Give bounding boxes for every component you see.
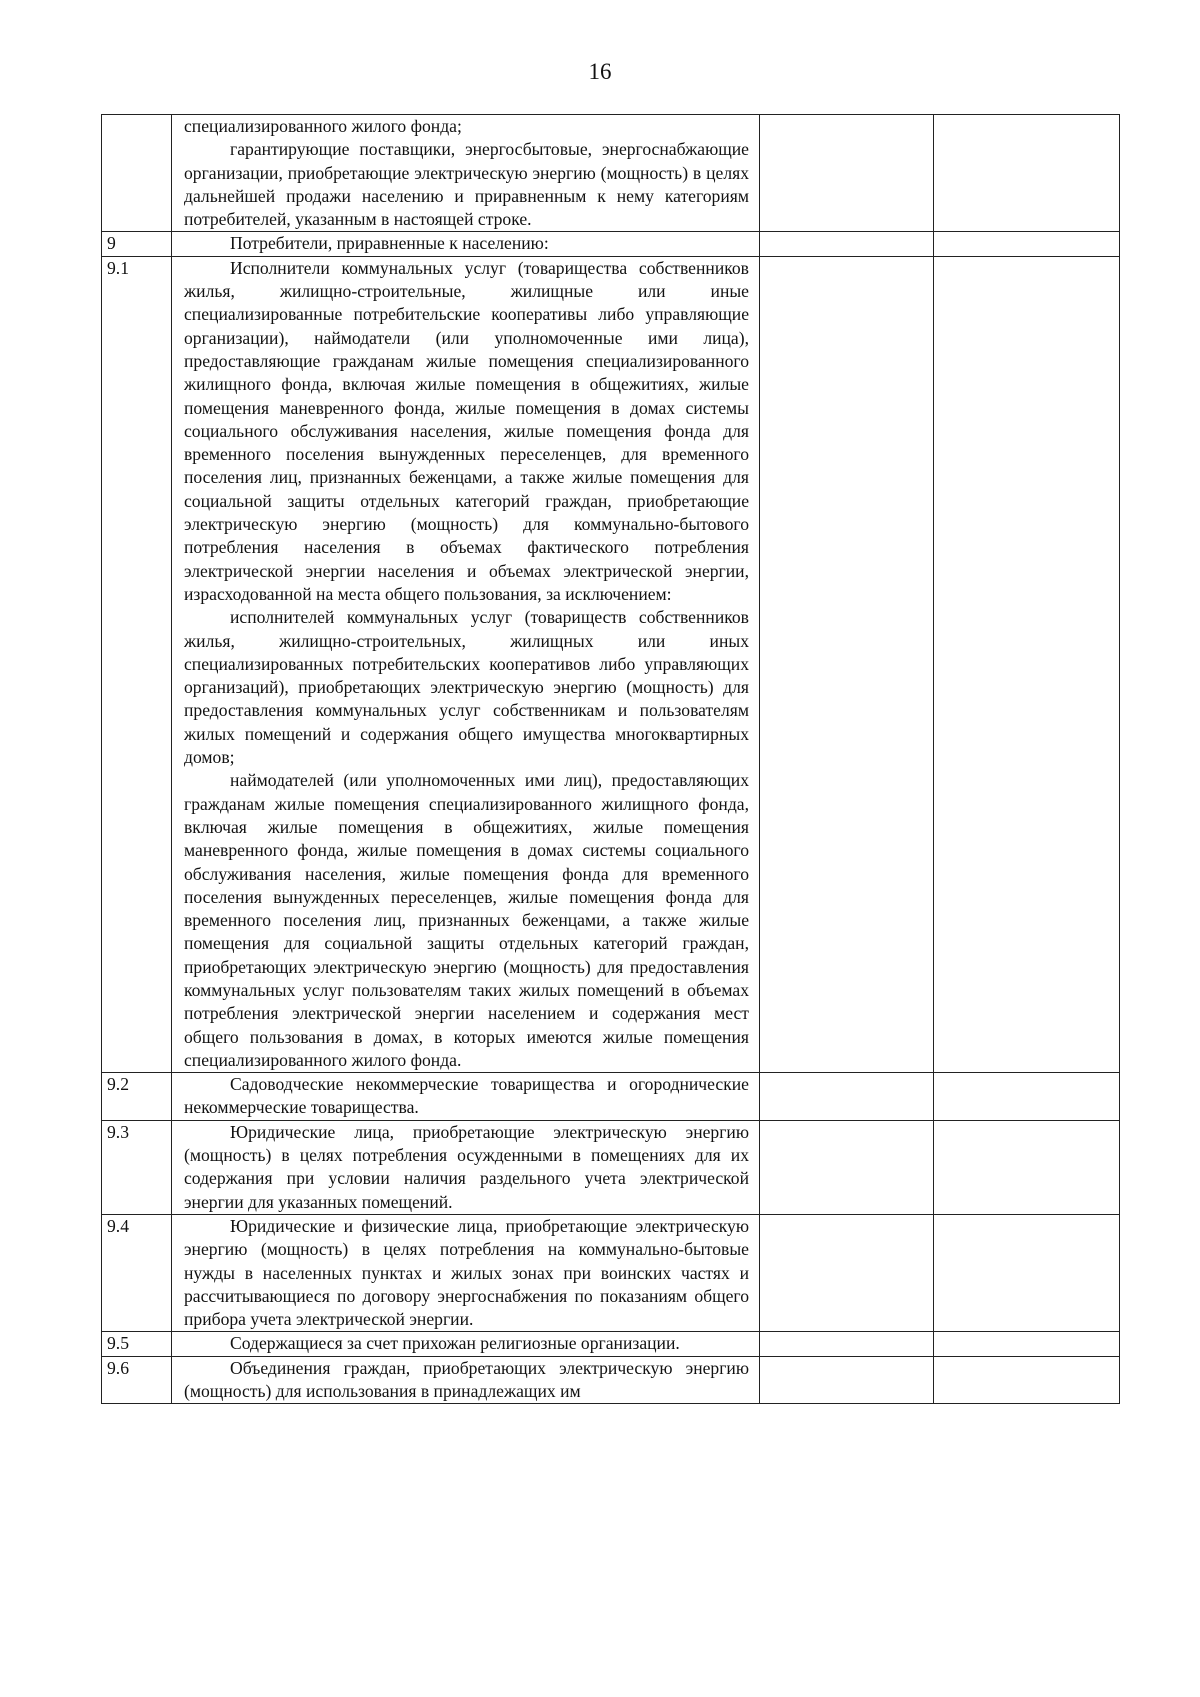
row-cell-col3 xyxy=(760,1214,934,1331)
description-paragraph: Исполнители коммунальных услуг (товарищества собственников жилья, жилищно-строительные, жилищные или иные специализированные потребительские кооперативы либо управляющие организации), наймодатели (или уполномоченные ими лица), предоставляющие гражданам жилые помещения специализированного жилищного фонда, включая жилые помещения в общежитиях, жилые помещения маневренного фонда, жилые помещения в домах системы социального обслуживания населения, жилые помещения фонда для временного поселения вынужденных переселенцев, для временного поселения лиц, признанных беженцами, а также жилые помещения для социальной защиты отдельных категорий граждан, приобретающие электрическую энергию (мощность) для коммунально-бытового потребления населения в объемах фактического потребления электрической энергии населения и объемах электрической энергии, израсходованной на места общего пользования, за исключением: xyxy=(184,257,749,604)
row-cell-col4 xyxy=(934,1356,1120,1404)
description-paragraph: гарантирующие поставщики, энергосбытовые, энергоснабжающие организации, приобретающие электрическую энергию (мощность) в целях дальнейшей продажи населению и приравненным к нему категориям потребителей, указанным в настоящей строке. xyxy=(184,139,749,230)
description-paragraph: исполнителей коммунальных услуг (товариществ собственников жилья, жилищно-строительных, жилищных или иных специализированных потребительских кооперативов либо управляющих организаций), приобретающих электрическую энергию (мощность) для предоставления коммунальных услуг собственникам и пользователям жилых помещений и содержания общего имущества многоквартирных домов; xyxy=(184,607,749,768)
table-row xyxy=(102,1356,1120,1404)
description-paragraph: специализированного жилого фонда; xyxy=(184,116,462,136)
row-cell-col3 xyxy=(760,232,934,256)
row-description xyxy=(172,1214,760,1331)
table-row xyxy=(102,1214,1120,1331)
description-paragraph: Потребители, приравненные к населению: xyxy=(230,233,549,254)
row-cell-col3 xyxy=(760,115,934,232)
row-number: 9.6 xyxy=(102,1356,172,1404)
page-number: 16 xyxy=(588,59,612,84)
table-row xyxy=(102,256,1120,1072)
row-description xyxy=(172,1332,760,1356)
row-cell-col3 xyxy=(760,1332,934,1356)
row-cell-col4 xyxy=(934,1120,1120,1214)
table-row xyxy=(102,1332,1120,1356)
row-number: 9.5 xyxy=(102,1332,172,1356)
row-number: 9 xyxy=(102,232,172,256)
table-row xyxy=(102,115,1120,232)
row-cell-col3 xyxy=(760,1120,934,1214)
description-paragraph: наймодателей (или уполномоченных ими лиц), предоставляющих гражданам жилые помещения специализированного жилищного фонда, включая жилые помещения в общежитиях, жилые помещения маневренного фонда, жилые помещения в домах системы социального обслуживания населения, жилые помещения фонда для временного поселения вынужденных переселенцев, жилые помещения фонда для временного поселения лиц, признанных беженцами, а также жилые помещения для социальной защиты отдельных категорий граждан, приобретающих электрическую энергию (мощность) для предоставления коммунальных услуг пользователям таких жилых помещений в объемах потребления электрической энергии населением и содержания мест общего пользования в домах, в которых имеются жилые помещения специализированного жилого фонда. xyxy=(184,770,749,1070)
row-cell-col3 xyxy=(760,1073,934,1121)
table-row xyxy=(102,1120,1120,1214)
row-description xyxy=(172,232,760,256)
description-paragraph: Содержащиеся за счет прихожан религиозные организации. xyxy=(230,1333,680,1354)
description-paragraph: Садоводческие некоммерческие товарищества и огороднические некоммерческие товарищества. xyxy=(184,1074,749,1118)
row-cell-col4 xyxy=(934,256,1120,1072)
row-description xyxy=(172,1356,760,1404)
table-row xyxy=(102,1073,1120,1121)
row-number: 9.3 xyxy=(102,1120,172,1214)
table-row xyxy=(102,232,1120,256)
row-description xyxy=(172,256,760,1072)
row-description xyxy=(172,1120,760,1214)
row-number: 9.1 xyxy=(102,256,172,1072)
description-paragraph: Юридические лица, приобретающие электрическую энергию (мощность) в целях потребления осужденными в помещениях для их содержания при условии наличия раздельного учета электрической энергии для указанных помещений. xyxy=(184,1121,749,1212)
row-cell-col4 xyxy=(934,1332,1120,1356)
row-cell-col4 xyxy=(934,1214,1120,1331)
row-cell-col4 xyxy=(934,1073,1120,1121)
row-cell-col3 xyxy=(760,1356,934,1404)
row-description xyxy=(172,115,760,232)
row-cell-col4 xyxy=(934,115,1120,232)
row-number: 9.4 xyxy=(102,1214,172,1331)
tariff-table xyxy=(101,114,1120,1404)
row-cell-col3 xyxy=(760,256,934,1072)
description-paragraph: Юридические и физические лица, приобретающие электрическую энергию (мощность) в целях потребления на коммунально-бытовые нужды в населенных пунктах и жилых зонах при воинских частях и рассчитывающиеся по договору энергоснабжения по показаниям общего прибора учета электрической энергии. xyxy=(184,1215,749,1330)
row-cell-col4 xyxy=(934,232,1120,256)
row-number: 9.2 xyxy=(102,1073,172,1121)
description-paragraph: Объединения граждан, приобретающих электрическую энергию (мощность) для использования в принадлежащих им xyxy=(184,1357,749,1402)
row-number xyxy=(102,115,172,232)
row-description xyxy=(172,1073,760,1121)
